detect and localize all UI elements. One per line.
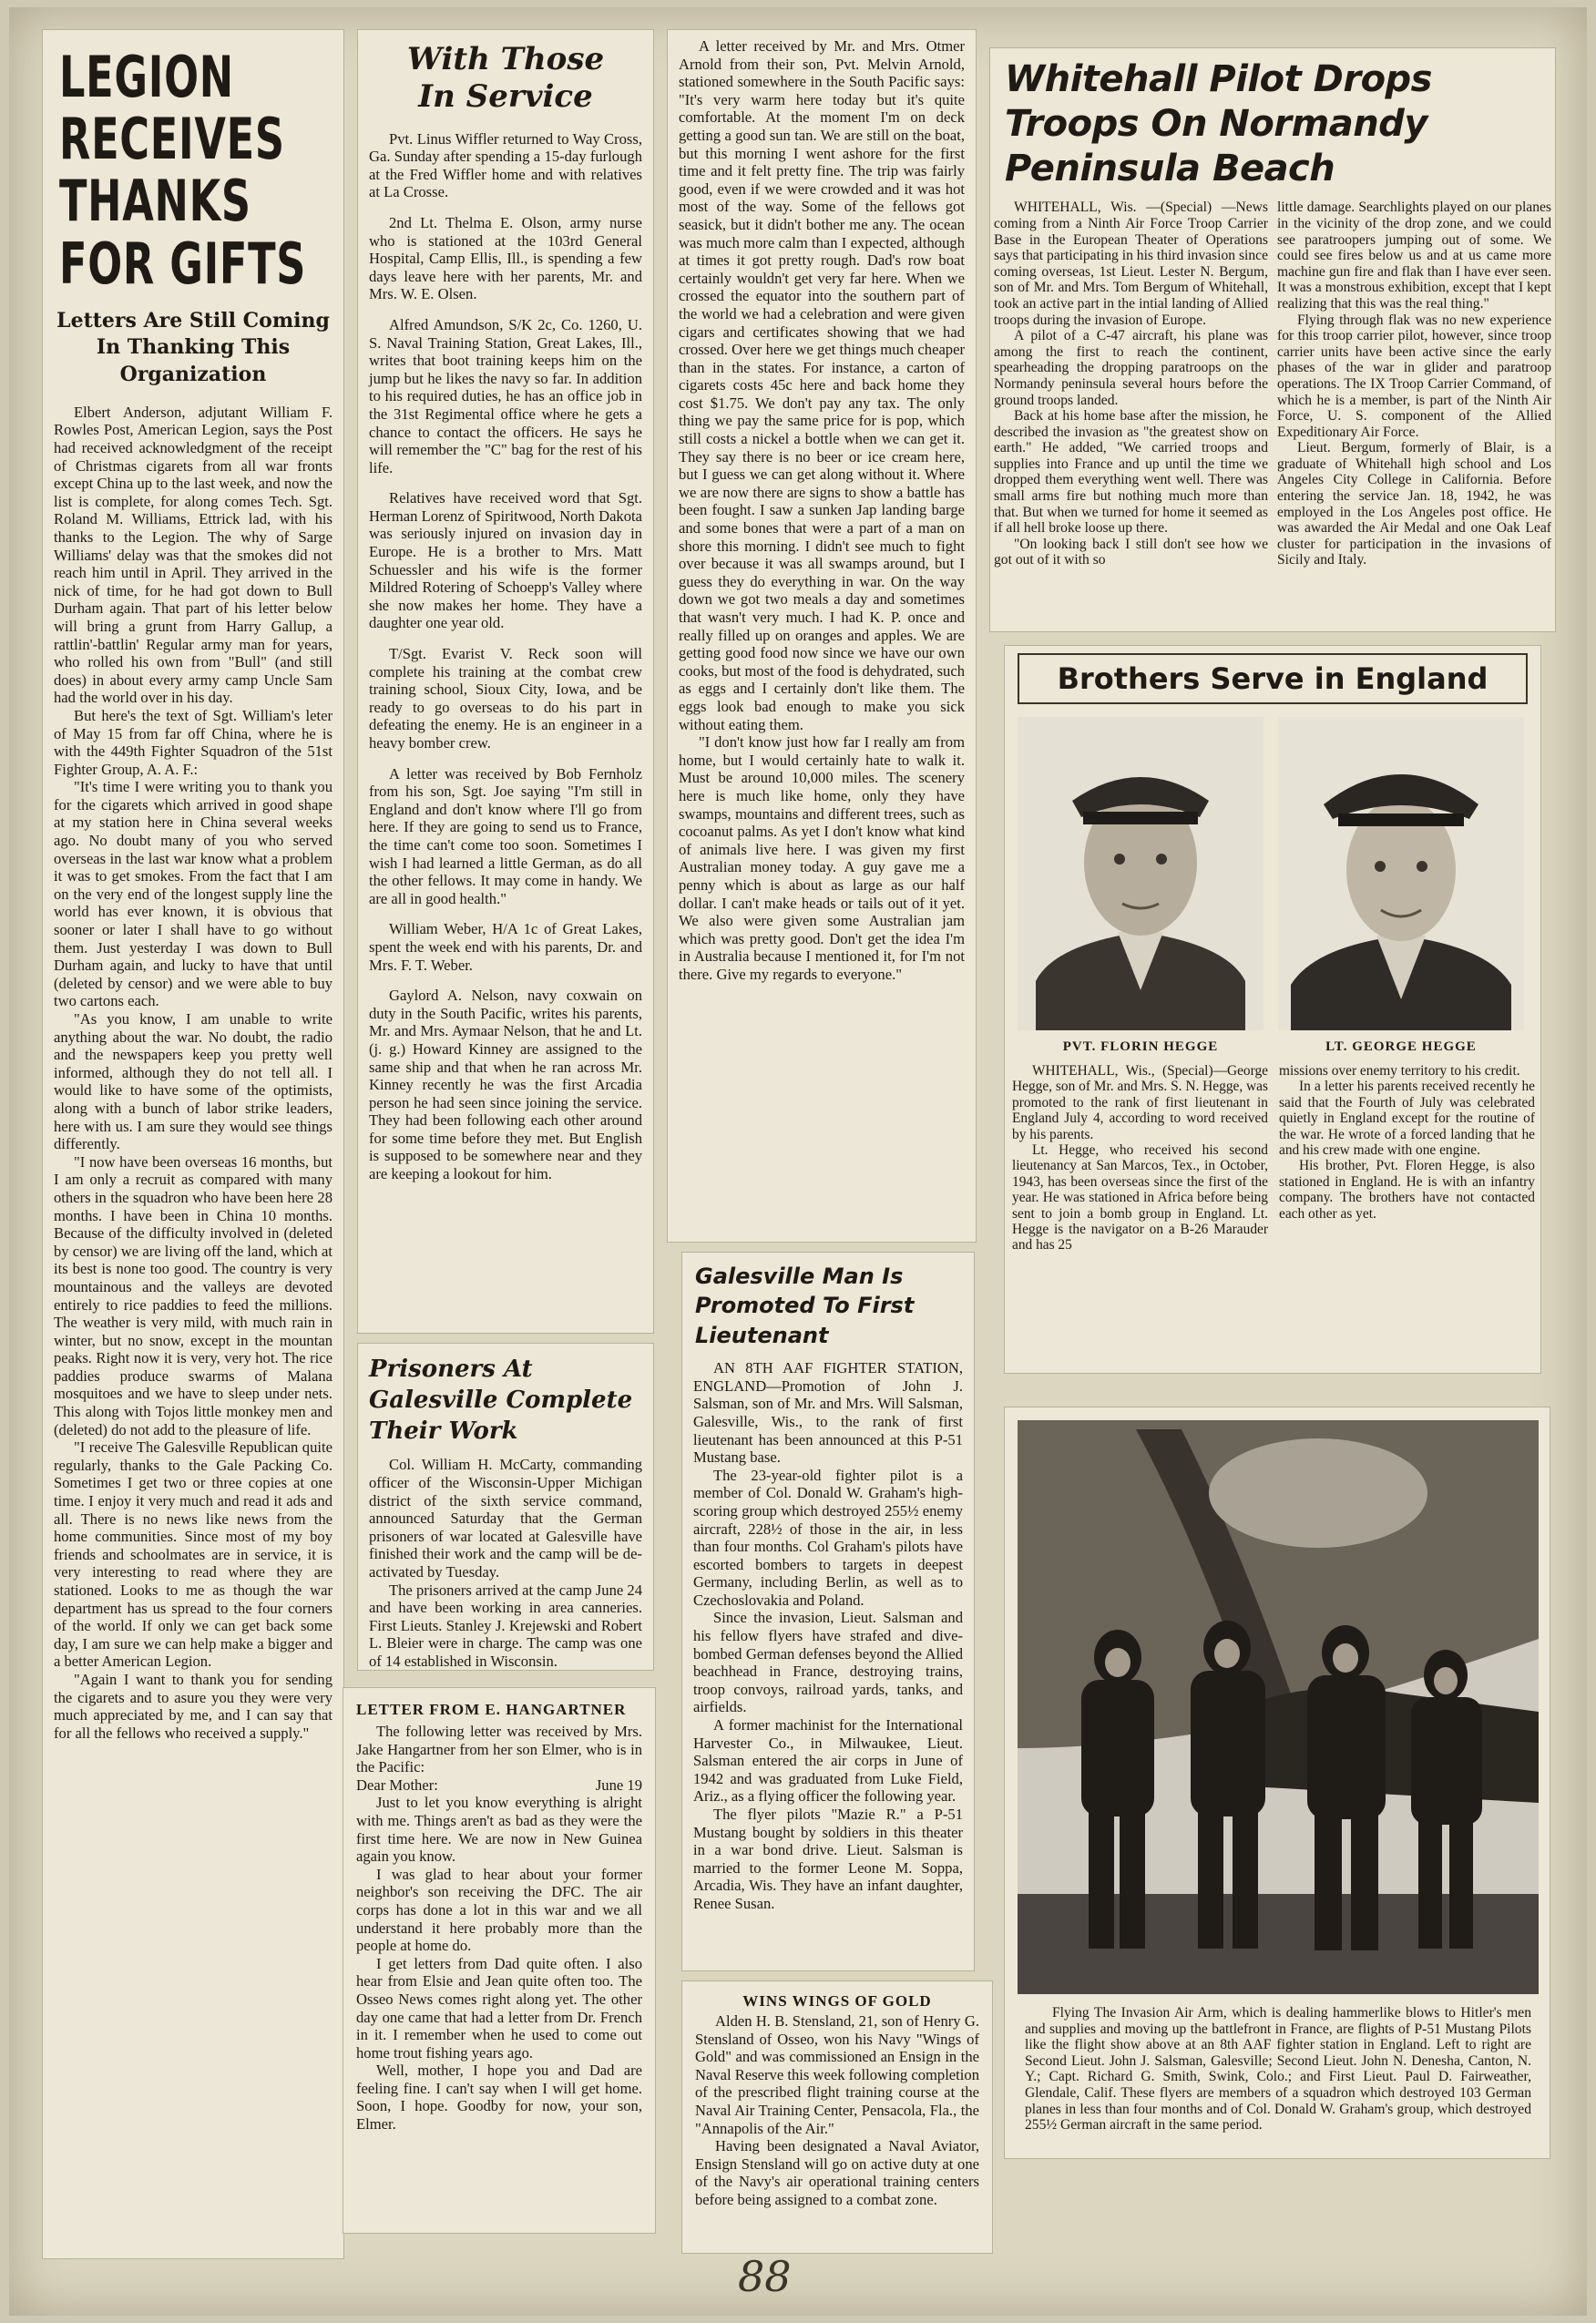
legion-subhead: Letters Are Still Coming In Thanking This Organization <box>56 308 330 387</box>
whitehall-headline: Whitehall Pilot Drops Troops On Normandy Peninsula Beach <box>1005 58 1432 189</box>
caption-left: PVT. FLORIN HEGGE <box>1062 1039 1219 1054</box>
legion-paragraph: "It's time I were writing you to thank you for the cigarets which arrived in good shape at my station here in China several weeks ago. No doubt many of you who served overseas in the last war know what a problem it was to get smokes. From the fact that I am on the very end of the longest supply line the world has ever known, it is obvious that sooner or later I shall have to go without them. Just yesterday I was down to Bull Durham again, and lucky to have that until (deleted by censor) and we were able to buy two cartons each. <box>54 778 332 1010</box>
whitehall-paragraph: little damage. Searchlights played on our planes in the vicinity of the drop zone, and we could see paratroopers jumping out of some. We could see fires below us and at us came more machine gun fire and flak than I have ever seen. It was a monstrous exhibition, except that I kept realizing that this was the real thing." <box>1277 200 1551 312</box>
brothers-paragraph: WHITEHALL, Wis., (Special)—George Hegge, son of Mr. and Mrs. S. N. Hegge, was promoted to the rank of first lieutenant in England July 4, according to word received by his parents. <box>1012 1063 1268 1142</box>
whitehall-col-2 <box>1277 200 1551 568</box>
service-item: Relatives have received word that Sgt. Herman Lorenz of Spiritwood, North Dakota was seriously injured on invasion day in Europe. He is a brother to Mrs. Matt Schuessler and his wife is the former Mildred Rotering of Schoepp's Valley where she now makes her home. They have a daughter one year old. <box>369 489 642 632</box>
legion-article <box>42 29 344 2259</box>
service-item: T/Sgt. Evarist V. Reck soon will complete his training at the combat crew training school, Sioux City, Iowa, and be ready to go overseas to do his part in defeating the enemy. He is an engineer in a heavy bomber crew. <box>369 645 642 752</box>
caption-right: LT. GEORGE HEGGE <box>1325 1039 1477 1054</box>
soldier-portrait-icon <box>1018 717 1264 1030</box>
hangartner-paragraph: I get letters from Dad quite often. I also hear from Elsie and Jean quite often too. The Osseo News comes right along yet. The other day one came that had a letter from Dr. French in it. I remember when he used to come out home trout fishing years ago. <box>356 1954 642 2062</box>
whitehall-col-1 <box>994 200 1268 568</box>
soldier-portrait-icon <box>1278 717 1524 1030</box>
wings-headline: WINS WINGS OF GOLD <box>742 1992 932 2010</box>
prisoners-headline: Prisoners At Galesville Complete Their Work <box>369 1356 633 1445</box>
service-item: William Weber, H/A 1c of Great Lakes, spent the week end with his parents, Dr. and Mrs. F. T. Weber. <box>369 920 642 974</box>
salsman-paragraph: The flyer pilots "Mazie R." a P-51 Mustang bought by soldiers in this theater in a war bond drive. Lieut. Salsman is married to the former Leone M. Soppa, Arcadia, Wis. They have an infant daughter, Renee Susan. <box>693 1806 963 1912</box>
whitehall-columns <box>994 200 1551 568</box>
letter-date: June 19 <box>595 1776 642 1794</box>
pilots-photo <box>1018 1420 1539 1994</box>
brothers-headline: Brothers Serve in England <box>1057 661 1489 696</box>
prisoners-article <box>357 1343 654 1671</box>
whitehall-paragraph: "On looking back I still don't see how we got out of it with so <box>994 536 1268 568</box>
legion-paragraph: "As you know, I am unable to write anything about the war. No doubt, the radio and the newspapers keep you pretty well informed, although they do not tell all. I would like to have some of the optimists, along with a bunch of labor strike leaders, here with us. I am sure they would see things differently. <box>54 1010 332 1153</box>
hangartner-paragraph: Just to let you know everything is alright with me. Things aren't as bad as they were the first time here. We are now in New Guinea again you know. <box>356 1794 642 1866</box>
hangartner-paragraph: Well, mother, I hope you and Dad are feeling fine. I can't say when I will get home. Soon, I hope. Goodby for now, your son, Elmer. <box>356 2062 642 2134</box>
brothers-headline-box <box>1018 653 1528 704</box>
wings-paragraph: Having been designated a Naval Aviator, Ensign Stensland will go on active duty at one of the Navy's air operational training centers before being assigned to a combat zone. <box>695 2137 979 2208</box>
wings-paragraph: Alden H. B. Stensland, 21, son of Henry G. Stensland of Osseo, won his Navy "Wings of Gold" and was commissioned an Ensign in the Naval Reserve this week following completion of the prescribed flight training course at the Naval Air Training Center, Pensacola, Fla., the "Annapolis of the Air." <box>695 2012 979 2137</box>
whitehall-paragraph: Back at his home base after the mission, he described the invasion as "the greatest show on earth." He added, "We carried troops and supplies into France and up until the time we dropped them everything went well. There was small arms fire but nothing much more than that. But when we turned for home it seemed as if all hell broke loose up there. <box>994 408 1268 537</box>
service-item: Gaylord A. Nelson, navy coxwain on duty in the South Pacific, writes his parents, Mr. and Mrs. Aymaar Nelson, that he and Lt. (j. g.) Howard Kinney are assigned to the same ship and that when he ran across Mr. Kinney recently he was the first Arcadia person he had seen since joining the service. They had been following each other around for some time before they met. But English is supposed to be somewhere near and they are keeping a lookout for him. <box>369 987 642 1183</box>
service-headline: With Those In Service <box>406 41 605 115</box>
service-body <box>369 130 642 1183</box>
legion-paragraph: "I now have been overseas 16 months, but I am only a recruit as compared with many others in the squadron who have been here 28 months. I have been in China 10 months. Because of the difficulty involved in (deleted by censor) we are living off the land, which at its best is none too good. The country is very mountainous and the valleys are devoted entirely to rice paddies to feed the millions. The weather is very mild, with much rain in winter, but no snow, except in the mountan peaks. Right now it is very, very hot. The rice paddies produce swarms of Malana mosquitoes and we have to sleep under nets. This along with Tojos little monkey men and (deleted) do not add to the pleasure of life. <box>54 1152 332 1438</box>
salsman-article <box>681 1252 975 1971</box>
brothers-paragraph: His brother, Pvt. Floren Hegge, is also stationed in England. He is with an infantry company. The brothers have not contacted each other as yet. <box>1279 1158 1535 1222</box>
brothers-columns <box>1012 1063 1535 1254</box>
arnold-body <box>679 37 965 983</box>
whitehall-paragraph: Lieut. Bergum, formerly of Blair, is a graduate of Whitehall high school and Los Angeles City College in California. Before entering the service Jan. 18, 1942, he was employed in the Los Angeles post office. He was awarded the Air Medal and one Oak Leaf cluster for participation in the invasions of Sicily and Italy. <box>1277 440 1551 568</box>
brothers-paragraph: Lt. Hegge, who received his second lieutenancy at San Marcos, Tex., in October, 1943, has been overseas since the first of the year. He was stationed in Africa before being sent to join a bomb group in England. Lt. Hegge is the navigator on a B-26 Marauder and has 25 <box>1012 1142 1268 1254</box>
prisoners-body <box>369 1456 642 1670</box>
legion-paragraph: "I receive The Galesville Republican quite regularly, thanks to the Gale Packing Co. Sometimes I get two or three copies at one time. I enjoy it very much and read it ads and all. There is no news like news from the home communities. Since most of my boy friends and schoolmates are in service, it is very interesting to read where they are stationed. Looks to me as though the war department has us spread to the four corners of the world. If only we can get back some day, I am sure we can help make a bigger and a better American Legion. <box>54 1438 332 1671</box>
whitehall-article <box>989 47 1556 632</box>
legion-paragraph: "Again I want to thank you for sending the cigarets and to asure you they were very much appreciated by me, and I can say that for all the fellows who received a supply." <box>54 1670 332 1742</box>
hangartner-body <box>356 1723 642 2134</box>
wings-body <box>695 2012 979 2209</box>
airarm-caption: Flying The Invasion Air Arm, which is dealing hammerlike blows to Hitler's men and supplies and moving up the battlefront in France, are flights of P-51 Mustang Pilots like the flight show above at an 8th AAF fighter station in England. Left to right are Second Lieut. John J. Salsman, Galesville; Second Lieut. John N. Denesha, Canton, N. Y.; Capt. Richard G. Smith, Swink, Colo.; and First Lieut. Paul D. Fairweather, Glendale, Calif. These flyers are members of a squadron which destroyed 103 German planes in less than four months and of Col. Donald W. Graham's group, which destroyed 255½ German aircraft in the same period. <box>1025 2005 1531 2134</box>
hangartner-headline: LETTER FROM E. HANGARTNER <box>356 1701 627 1718</box>
legion-body <box>54 404 332 1743</box>
whitehall-paragraph: WHITEHALL, Wis. —(Special) —News coming from a Ninth Air Force Troop Carrier Base in the European Theater of Operations says that participating in his third invasion since coming overseas, 1st Lieut. Lester N. Bergum, son of Mr. and Mrs. Tom Bergum of Whitehall, took an active part in the intial landing of Allied troops during the invasion of Europe. <box>994 200 1268 328</box>
salsman-headline: Galesville Man Is Promoted To First Lieutenant <box>695 1264 915 1348</box>
service-item: A letter was received by Bob Fernholz from his son, Sgt. Joe saying "I'm still in England and don't know where I'll go from here. If they are going to send us to France, the time can't come too soon. Sometimes I wish I had learned a little German, as do all the other fellows. It may come in handy. We are all in good health." <box>369 764 642 907</box>
brothers-col-2 <box>1279 1063 1535 1254</box>
prisoners-paragraph: Col. William H. McCarty, commanding officer of the Wisconsin-Upper Michigan district of the sixth service command, announced Saturday that the German prisoners of war located at Galesville have finished their work and the camp will be de-activated by Tuesday. <box>369 1456 642 1581</box>
brothers-paragraph: In a letter his parents received recently he said that the Fourth of July was celebrated quietly in England except for the routine of the war. He wrote of a forced landing that he and his crew made with one engine. <box>1279 1079 1535 1159</box>
letter-salutation-row <box>356 1776 642 1795</box>
arnold-article <box>667 29 977 1243</box>
legion-paragraph: Elbert Anderson, adjutant William F. Rowles Post, American Legion, says the Post had received acknowledgment of the receipt of Christmas cigarets from all war fronts except China up to the last week, and now the list is complete, for along comes Tech. Sgt. Roland M. Williams, Ettrick lad, with his thanks to the Legion. The why of Sarge Williams' delay was that the smokes did not reach him until in April. They arrived in the nick of time, for he had got down to Bull Durham again. That part of his letter below will bring a grunt from Harry Gallup, a rattlin'-battlin' Regular army man for years, who rolled his own from "Bull" (and still does) in about every army camp Uncle Sam had the world over in his day. <box>54 403 332 707</box>
legion-paragraph: But here's the text of Sgt. William's leter of May 15 from far off China, where he is with the 449th Fighter Squadron of the 51st Fighter Group, A. A. F.: <box>54 706 332 778</box>
salsman-paragraph: A former machinist for the International Harvester Co., in Milwaukee, Lieut. Salsman entered the air corps in June of 1942 and was graduated from Luke Field, Ariz., as a flying officer the following year. <box>693 1716 963 1806</box>
salsman-paragraph: Since the invasion, Lieut. Salsman and his fellow flyers have strafed and dive-bombed German defenses beyond the Allied beachhead in France, destroying trains, troop convoys, railroad yards, tanks, and airfields. <box>693 1609 963 1716</box>
arnold-paragraph: "I don't know just how far I really am from home, but I would certainly hate to walk it. Must be around 10,000 miles. The scenery here is much like home, only they have swamps, mountains and different trees, such as cocoanut palms. As yet I don't know what kind of animals live here. I was given my first Australian money today. A guy gave me a penny which is about as large as our half dollar. I can't make heads or tails out of it yet. We also were given some Australian jam which was pretty good. Don't get the idea I'm in Australia because I mentioned it, for I'm not there. Give my regards to everyone." <box>679 733 965 983</box>
brothers-article <box>1004 645 1541 1374</box>
brothers-col-1 <box>1012 1063 1268 1254</box>
service-item: Pvt. Linus Wiffler returned to Way Cross, Ga. Sunday after spending a 15-day furlough at the Fred Wiffler home and with relatives at La Crosse. <box>369 129 642 201</box>
hangartner-paragraph: I was glad to hear about your former neighbor's son receiving the DFC. The air corps has done a lot in this war and we all understand it here probably more than the people at home do. <box>356 1865 642 1955</box>
letter-salutation: Dear Mother: <box>356 1776 438 1794</box>
prisoners-paragraph: The prisoners arrived at the camp June 24 and have been working in area canneries. First Lieuts. Stanley J. Krejewski and Robert L. Bleier were in charge. The camp was one of 14 established in Wisconsin. <box>369 1581 642 1670</box>
whitehall-paragraph: A pilot of a C-47 aircraft, his plane was among the first to reach the continent, spearheading the dropping paratroops on the Normandy peninsula several hours before the ground troops landed. <box>994 328 1268 408</box>
salsman-paragraph: AN 8TH AAF FIGHTER STATION, ENGLAND—Promotion of John J. Salsman, son of Mr. and Mrs. Will Salsman, Galesville, Wis., to the rank of first lieutenant has been announced at this P-51 Mustang base. <box>693 1359 963 1467</box>
portrait-right <box>1278 717 1524 1030</box>
brothers-paragraph: missions over enemy territory to his credit. <box>1279 1063 1520 1079</box>
wings-article <box>681 1980 993 2254</box>
service-item: Alfred Amundson, S/K 2c, Co. 1260, U. S. Naval Training Station, Great Lakes, Ill., writes that boot training keeps him on the jump but he likes the navy so far. In addition to his required duties, he has an office job in the 31st Regimental office where he gets a chance to contact the officers. He says he will remember the "C" bag for the rest of his life. <box>369 315 642 476</box>
salsman-body <box>693 1359 963 1912</box>
portrait-left <box>1018 717 1264 1030</box>
scrapbook-page <box>9 7 1587 2316</box>
service-item: 2nd Lt. Thelma E. Olson, army nurse who is stationed at the 103rd General Hospital, Camp Ellis, Ill., is spending a few days leave here with her parents, Mr. and Mrs. W. E. Olsen. <box>369 213 642 303</box>
service-article <box>357 29 654 1334</box>
arnold-paragraph: A letter received by Mr. and Mrs. Otmer Arnold from their son, Pvt. Melvin Arnold, stationed somewhere in the South Pacific says: "It's very warm here today but it's quite comfortable. At the moment I'm on deck getting a good sun tan. We are still on the boat, but this morning I went ashore for the first time and it felt pretty fine. The trip was fairly good, even if we were crowded and it was hot most of the way. Some of the fellows got seasick, but it didn't bother me any. The ocean was much more calm than I expected, although at times it got pretty rough. Dad's row boat certainly wouldn't get very far here. When we crossed the equator into the southern part of the world we had a celebration and were given cigars and certificates showing that we had crossed. Over here we get things much cheaper than in the states. For instance, a carton of cigarets costs 45c here and back home they cost $1.75. We don't pay any tax. The only thing we pay the same price for is pop, which still costs a nickel a bottle when we can get it. They say there is no beer or ice cream here, but I guess we can get along without it. Where we are now there are signs to show a battle has been fought. I saw a sunken Jap landing barge and some bones that were a part of a man on shore this morning. I didn't see much to fight over because it was all swamps around, but I guess they do everything in war. On the way down we got two meals a day and sometimes that wasn't very much. I had K. P. once and really filled up on oranges and apples. We are getting good food now since we have our own cooks, but most of the food is dehydrated, such as eggs and I certainly don't like them. The eggs look bad enough to make you sick without eating them. <box>679 37 965 733</box>
salsman-paragraph: The 23-year-old fighter pilot is a member of Col. Donald W. Graham's high-scoring group which destroyed 255½ enemy aircraft, 228½ of those in the air, in less than four months. Col Graham's pilots have escorted bombers to targets in deepest Germany, including Berlin, as well as to Czechoslovakia and Poland. <box>693 1466 963 1609</box>
legion-headline: LEGION RECEIVES THANKS FOR GIFTS <box>59 44 307 297</box>
whitehall-paragraph: Flying through flak was no new experience for this troop carrier pilot, however, since troop carrier units have been active since the early phases of the war in glider and paratroop operations. The IX Troop Carrier Command, of which he is a member, is part of the Ninth Air Force, U. S. component of the Allied Expeditionary Air Force. <box>1277 312 1551 440</box>
page-number: 88 <box>738 2252 792 2301</box>
airarm-article <box>1004 1407 1550 2159</box>
hangartner-article <box>343 1687 656 2234</box>
pilots-photo-icon <box>1018 1420 1539 1994</box>
hangartner-paragraph: The following letter was received by Mrs. Jake Hangartner from her son Elmer, who is in the Pacific: <box>356 1723 642 1776</box>
